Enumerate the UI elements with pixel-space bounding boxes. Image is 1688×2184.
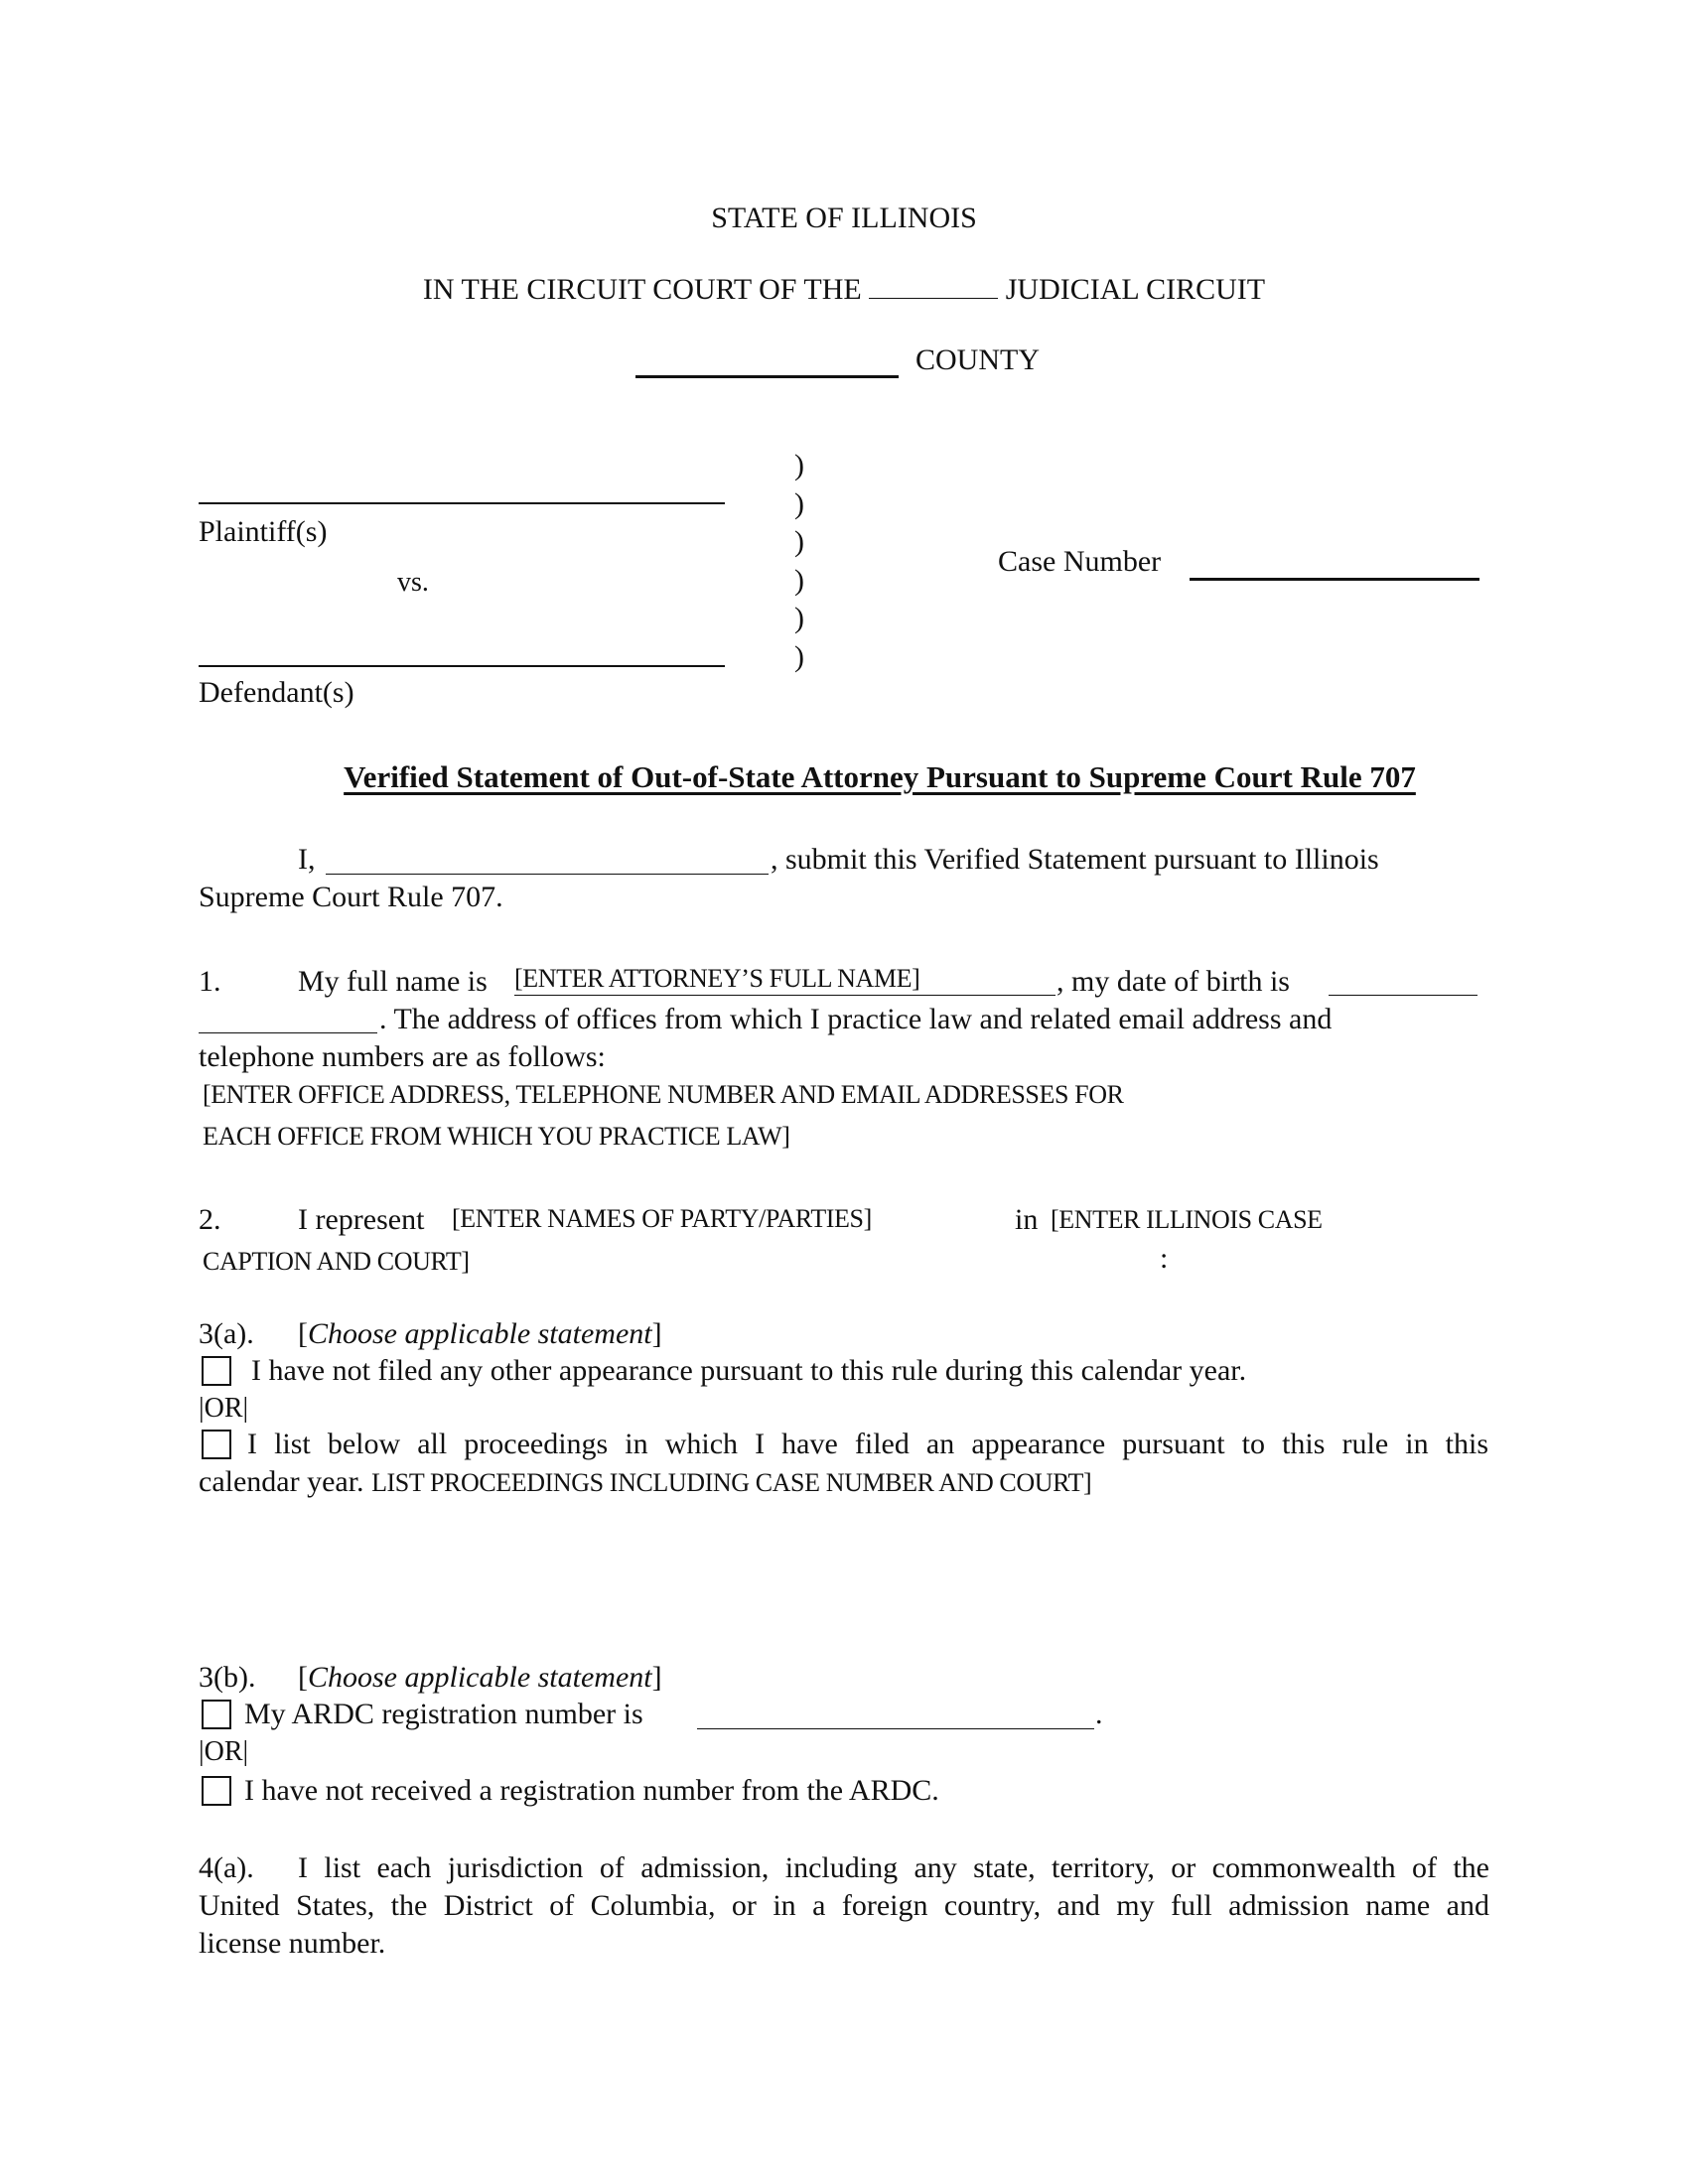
vs-label: vs. bbox=[397, 567, 429, 598]
represent-label: I represent bbox=[298, 1203, 425, 1236]
office-field-line2[interactable]: EACH OFFICE FROM WHICH YOU PRACTICE LAW] bbox=[203, 1122, 790, 1151]
plaintiff-label: Plaintiff(s) bbox=[199, 515, 328, 548]
no-ardc-option: I have not received a registration number from the ARDC. bbox=[244, 1774, 939, 1807]
item2-number: 2. bbox=[199, 1203, 221, 1236]
intro-i: I, bbox=[298, 843, 316, 876]
dob-blank-1[interactable] bbox=[1329, 995, 1477, 996]
case-number-line[interactable] bbox=[1190, 578, 1479, 581]
item3b-number: 3(b). bbox=[199, 1661, 256, 1694]
ardc-number-option: My ARDC registration number is bbox=[244, 1698, 643, 1730]
item1-number: 1. bbox=[199, 965, 221, 998]
ardc-number-checkbox[interactable] bbox=[202, 1700, 231, 1729]
address-text: . The address of offices from which I practice law and related email address and bbox=[379, 1003, 1333, 1035]
item4a-line3: license number. bbox=[199, 1927, 386, 1960]
county-blank[interactable] bbox=[635, 375, 899, 378]
paren-1: ) bbox=[794, 449, 804, 481]
full-name-field[interactable]: [ENTER ATTORNEY’S FULL NAME] bbox=[514, 964, 920, 993]
not-filed-checkbox[interactable] bbox=[202, 1356, 231, 1386]
parties-field[interactable]: [ENTER NAMES OF PARTY/PARTIES] bbox=[452, 1204, 872, 1233]
calendar-year-text: calendar year. bbox=[199, 1465, 364, 1498]
item3a-close-bracket: ] bbox=[651, 1317, 662, 1350]
item3b-open-bracket: [ bbox=[298, 1661, 308, 1694]
dob-blank-2[interactable] bbox=[199, 1032, 377, 1033]
item2-colon: : bbox=[1160, 1242, 1169, 1275]
list-proceedings-checkbox[interactable] bbox=[202, 1430, 231, 1459]
item3a-choose-text: Choose applicable statement bbox=[308, 1317, 652, 1350]
case-caption-field-line1[interactable]: [ENTER ILLINOIS CASE bbox=[1051, 1205, 1323, 1234]
ardc-period: . bbox=[1095, 1698, 1103, 1730]
item3b-choose-text: Choose applicable statement bbox=[308, 1661, 652, 1694]
full-name-label: My full name is bbox=[298, 965, 488, 998]
county-label: COUNTY bbox=[915, 343, 1040, 376]
item3a-or: |OR| bbox=[199, 1393, 249, 1424]
item3b-choose bbox=[298, 1660, 662, 1696]
in-label: in bbox=[1015, 1203, 1039, 1236]
item4a-line2: United States, the District of Columbia, or in a foreign country, and my full admission name and bbox=[199, 1889, 1489, 1922]
paren-2: ) bbox=[794, 487, 804, 520]
paren-5: ) bbox=[794, 602, 804, 634]
court-heading bbox=[0, 272, 1688, 308]
full-name-underline bbox=[514, 995, 1055, 996]
defendant-line[interactable] bbox=[199, 665, 725, 667]
not-filed-option: I have not filed any other appearance pursuant to this rule during this calendar year. bbox=[251, 1354, 1247, 1387]
case-caption-field-line2[interactable]: CAPTION AND COURT] bbox=[203, 1247, 470, 1276]
address-text-2: telephone numbers are as follows: bbox=[199, 1040, 606, 1073]
item3a-number: 3(a). bbox=[199, 1317, 254, 1350]
item3b-or: |OR| bbox=[199, 1736, 249, 1767]
item3a-open-bracket: [ bbox=[298, 1317, 308, 1350]
paren-4: ) bbox=[794, 564, 804, 597]
state-heading: STATE OF ILLINOIS bbox=[711, 202, 977, 234]
office-field-line1[interactable]: [ENTER OFFICE ADDRESS, TELEPHONE NUMBER AND EMAIL ADDRESSES FOR bbox=[203, 1080, 1124, 1109]
dob-label: , my date of birth is bbox=[1056, 965, 1290, 998]
paren-3: ) bbox=[794, 525, 804, 558]
no-ardc-checkbox[interactable] bbox=[202, 1776, 231, 1806]
case-number-label: Case Number bbox=[998, 545, 1162, 578]
document-title: Verified Statement of Out-of-State Attorney Pursuant to Supreme Court Rule 707 bbox=[344, 759, 1416, 794]
defendant-label: Defendant(s) bbox=[199, 676, 354, 709]
item3a-choose bbox=[298, 1316, 662, 1352]
attorney-name-blank[interactable] bbox=[326, 874, 769, 875]
proceedings-field[interactable]: LIST PROCEEDINGS INCLUDING CASE NUMBER AND COURT] bbox=[371, 1468, 1092, 1497]
list-proceedings-option: I list below all proceedings in which I have filed an appearance pursuant to this rule in this bbox=[247, 1428, 1488, 1460]
item3b-close-bracket: ] bbox=[651, 1661, 662, 1694]
list-proceedings-line2 bbox=[199, 1464, 1091, 1500]
circuit-blank[interactable] bbox=[869, 272, 998, 299]
item4a-line1: I list each jurisdiction of admission, including any state, territory, or commonwealth of the bbox=[298, 1851, 1489, 1884]
plaintiff-line[interactable] bbox=[199, 502, 725, 504]
item4a-number: 4(a). bbox=[199, 1851, 254, 1884]
court-heading-before: IN THE CIRCUIT COURT OF THE bbox=[422, 273, 862, 306]
intro-line2: Supreme Court Rule 707. bbox=[199, 881, 503, 913]
paren-6: ) bbox=[794, 640, 804, 673]
ardc-number-blank[interactable] bbox=[697, 1728, 1094, 1729]
intro-rest: , submit this Verified Statement pursuant to Illinois bbox=[771, 843, 1379, 876]
court-heading-after: JUDICIAL CIRCUIT bbox=[1005, 273, 1266, 306]
